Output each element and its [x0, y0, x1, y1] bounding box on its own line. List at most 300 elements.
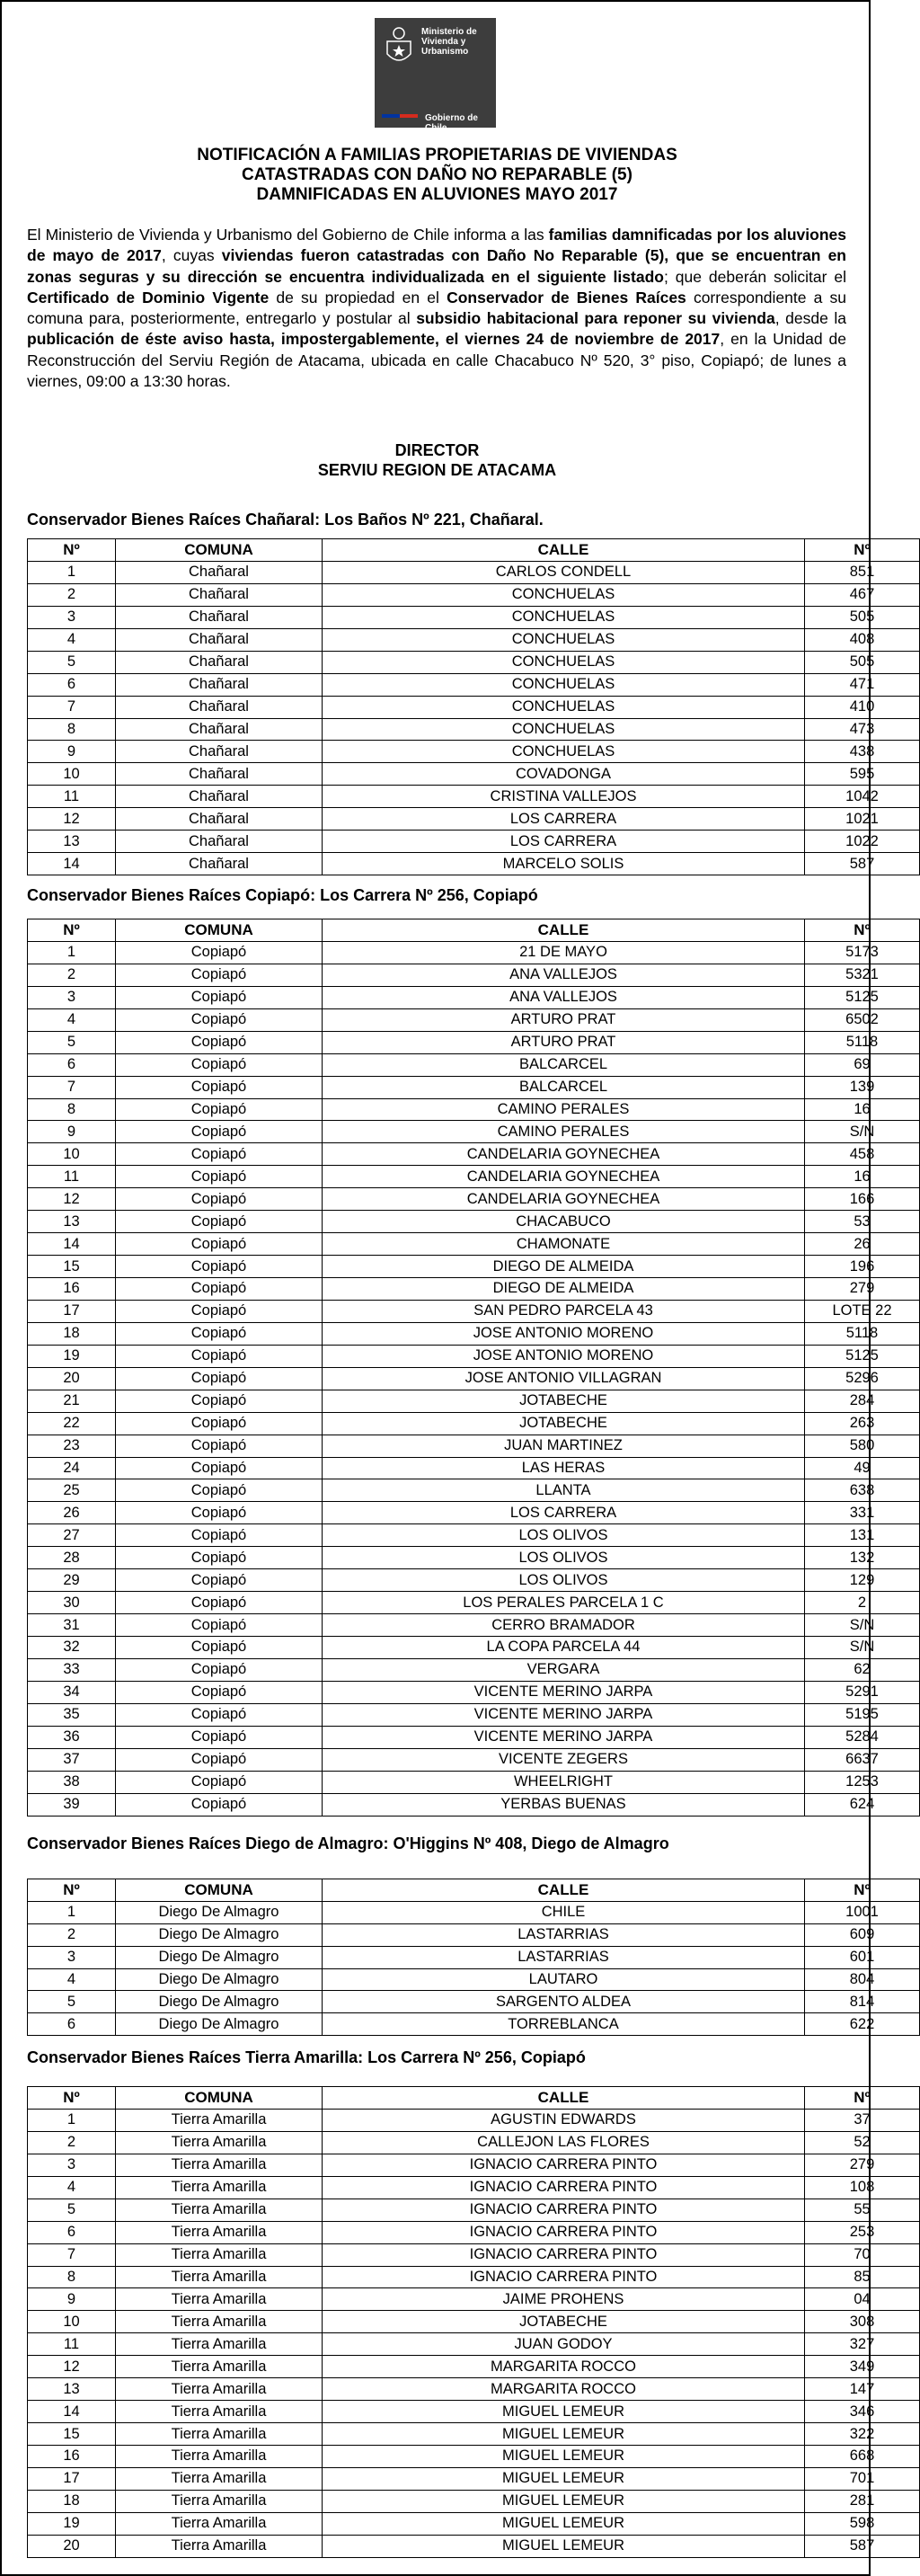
table-row — [28, 1479, 920, 1502]
table-row — [28, 1502, 920, 1524]
row-number: 16 — [28, 1278, 116, 1301]
street-cell: LOS OLIVOS — [323, 1569, 805, 1592]
commune-cell: Copiapó — [116, 1166, 323, 1188]
row-number: 32 — [28, 1637, 116, 1659]
commune-cell: Tierra Amarilla — [116, 2109, 323, 2131]
row-number: 8 — [28, 2266, 116, 2288]
commune-cell: Diego De Almagro — [116, 1923, 323, 1946]
table-row — [28, 673, 920, 696]
street-cell: JOTABECHE — [323, 1412, 805, 1435]
table-row — [28, 964, 920, 986]
table-header-row — [28, 919, 920, 942]
row-number: 4 — [28, 2176, 116, 2198]
commune-cell: Chañaral — [116, 583, 323, 606]
intro-paragraph — [27, 225, 846, 392]
commune-cell: Chañaral — [116, 763, 323, 786]
house-number-cell: 5125 — [805, 1345, 920, 1367]
commune-cell: Copiapó — [116, 1098, 323, 1121]
row-number: 2 — [28, 2131, 116, 2154]
commune-cell: Tierra Amarilla — [116, 2446, 323, 2468]
street-cell: MARGARITA ROCCO — [323, 2356, 805, 2378]
commune-cell: Copiapó — [116, 1435, 323, 1457]
column-header: Nº — [805, 919, 920, 942]
street-cell: IGNACIO CARRERA PINTO — [323, 2266, 805, 2288]
signature-block: DIRECTOR SERVIU REGION DE ATACAMA — [317, 441, 557, 479]
row-number: 7 — [28, 696, 116, 718]
house-number-cell: 622 — [805, 2013, 920, 2036]
table-row — [28, 1345, 920, 1367]
table-row — [28, 2401, 920, 2423]
table-row — [28, 2423, 920, 2446]
street-cell: ANA VALLEJOS — [323, 964, 805, 986]
table-row — [28, 2109, 920, 2131]
row-number: 26 — [28, 1502, 116, 1524]
table-row — [28, 1256, 920, 1278]
street-cell: MARGARITA ROCCO — [323, 2378, 805, 2401]
house-number-cell: 53 — [805, 1211, 920, 1233]
row-number: 8 — [28, 1098, 116, 1121]
row-number: 5 — [28, 651, 116, 673]
table-row — [28, 1592, 920, 1614]
intro-segment: El Ministerio de Vivienda y Urbanismo del Gobierno de Chile informa a las — [27, 226, 549, 244]
commune-cell: Tierra Amarilla — [116, 2221, 323, 2243]
house-number-cell: 166 — [805, 1188, 920, 1211]
street-cell: CONCHUELAS — [323, 741, 805, 763]
row-number: 25 — [28, 1479, 116, 1502]
row-number: 1 — [28, 2109, 116, 2131]
table-row — [28, 808, 920, 831]
street-cell: IGNACIO CARRERA PINTO — [323, 2198, 805, 2221]
house-number-cell: 279 — [805, 2154, 920, 2176]
street-cell: MIGUEL LEMEUR — [323, 2467, 805, 2490]
house-number-cell: 49 — [805, 1457, 920, 1479]
house-number-cell: 814 — [805, 1991, 920, 2013]
table-row — [28, 2356, 920, 2378]
commune-cell: Tierra Amarilla — [116, 2356, 323, 2378]
commune-cell: Copiapó — [116, 1524, 323, 1547]
row-number: 19 — [28, 1345, 116, 1367]
table-row — [28, 1188, 920, 1211]
house-number-cell: 1001 — [805, 1901, 920, 1923]
table-row — [28, 1008, 920, 1031]
street-cell: MIGUEL LEMEUR — [323, 2446, 805, 2468]
table-row — [28, 1923, 920, 1946]
street-cell: CONCHUELAS — [323, 696, 805, 718]
row-number: 4 — [28, 1968, 116, 1991]
table-row — [28, 1748, 920, 1771]
table-header-row — [28, 2087, 920, 2110]
table-row — [28, 2154, 920, 2176]
row-number: 5 — [28, 2198, 116, 2221]
house-number-cell: 196 — [805, 1256, 920, 1278]
table-row — [28, 2176, 920, 2198]
street-cell: VERGARA — [323, 1658, 805, 1681]
table-row — [28, 2288, 920, 2311]
intro-segment: familias damnificadas por los aluviones de mayo de 2017 — [27, 226, 846, 265]
street-cell: LOS CARRERA — [323, 831, 805, 853]
table-row — [28, 1771, 920, 1793]
table-row — [28, 2311, 920, 2333]
street-cell: LAS HERAS — [323, 1457, 805, 1479]
commune-cell: Tierra Amarilla — [116, 2198, 323, 2221]
row-number: 39 — [28, 1793, 116, 1816]
commune-cell: Tierra Amarilla — [116, 2266, 323, 2288]
street-cell: COVADONGA — [323, 763, 805, 786]
commune-cell: Tierra Amarilla — [116, 2311, 323, 2333]
row-number: 19 — [28, 2512, 116, 2535]
table-row — [28, 583, 920, 606]
house-number-cell: 624 — [805, 1793, 920, 1816]
house-number-cell: 69 — [805, 1053, 920, 1076]
commune-cell: Copiapó — [116, 1726, 323, 1748]
row-number: 7 — [28, 2243, 116, 2266]
street-cell: CONCHUELAS — [323, 651, 805, 673]
table-row — [28, 2333, 920, 2356]
house-number-cell: 6637 — [805, 1748, 920, 1771]
house-number-cell: 2 — [805, 1592, 920, 1614]
commune-cell: Diego De Almagro — [116, 1901, 323, 1923]
commune-cell: Diego De Almagro — [116, 2013, 323, 2036]
house-number-cell: 04 — [805, 2288, 920, 2311]
house-number-cell: 5195 — [805, 1703, 920, 1726]
column-header: COMUNA — [116, 1879, 323, 1902]
street-cell: VICENTE MERINO JARPA — [323, 1703, 805, 1726]
table-row — [28, 941, 920, 964]
properties-table — [27, 538, 920, 875]
street-cell: IGNACIO CARRERA PINTO — [323, 2154, 805, 2176]
table-row — [28, 1412, 920, 1435]
commune-cell: Copiapó — [116, 1703, 323, 1726]
house-number-cell: 132 — [805, 1547, 920, 1569]
street-cell: VICENTE MERINO JARPA — [323, 1726, 805, 1748]
street-cell: CRISTINA VALLEJOS — [323, 786, 805, 808]
street-cell: SAN PEDRO PARCELA 43 — [323, 1300, 805, 1322]
house-number-cell: 327 — [805, 2333, 920, 2356]
house-number-cell: 16 — [805, 1166, 920, 1188]
commune-cell: Tierra Amarilla — [116, 2490, 323, 2512]
table-row — [28, 1076, 920, 1098]
street-cell: CAMINO PERALES — [323, 1121, 805, 1143]
house-number-cell: 1022 — [805, 831, 920, 853]
street-cell: IGNACIO CARRERA PINTO — [323, 2243, 805, 2266]
table-row — [28, 1968, 920, 1991]
table-row — [28, 2446, 920, 2468]
commune-cell: Copiapó — [116, 1345, 323, 1367]
commune-cell: Copiapó — [116, 1502, 323, 1524]
ministry-name: Ministerio de Vivienda y Urbanismo — [421, 27, 477, 57]
street-cell: MIGUEL LEMEUR — [323, 2535, 805, 2557]
house-number-cell: 55 — [805, 2198, 920, 2221]
row-number: 12 — [28, 2356, 116, 2378]
intro-segment: , en la Unidad de Reconstrucción del Serviu Región de Atacama, ubicada en calle Chacabuco Nº 520, 3° piso, Copiapó; de lunes a viernes, 09:00 a 13:30 horas. — [27, 330, 847, 391]
row-number: 17 — [28, 2467, 116, 2490]
commune-cell: Copiapó — [116, 1569, 323, 1592]
house-number-cell: 1253 — [805, 1771, 920, 1793]
commune-cell: Copiapó — [116, 964, 323, 986]
street-cell: LOS OLIVOS — [323, 1524, 805, 1547]
row-number: 2 — [28, 964, 116, 986]
house-number-cell: 85 — [805, 2266, 920, 2288]
row-number: 31 — [28, 1614, 116, 1637]
section-title: Conservador Bienes Raíces Diego de Almagro: O'Higgins Nº 408, Diego de Almagro — [27, 1834, 669, 1852]
row-number: 11 — [28, 786, 116, 808]
flag-bar — [382, 106, 418, 110]
commune-cell: Copiapó — [116, 1748, 323, 1771]
row-number: 9 — [28, 2288, 116, 2311]
row-number: 20 — [28, 2535, 116, 2557]
commune-cell: Copiapó — [116, 1681, 323, 1703]
street-cell: JUAN MARTINEZ — [323, 1435, 805, 1457]
street-cell: LOS PERALES PARCELA 1 C — [323, 1592, 805, 1614]
commune-cell: Copiapó — [116, 1211, 323, 1233]
street-cell: JAIME PROHENS — [323, 2288, 805, 2311]
house-number-cell: 5321 — [805, 964, 920, 986]
notice-title: NOTIFICACIÓN A FAMILIAS PROPIETARIAS DE VIVIENDAS CATASTRADAS CON DAÑO NO REPARABLE (5) DAMNIFICADAS EN ALUVIONES MAYO 2017 — [197, 146, 677, 204]
house-number-cell: 505 — [805, 651, 920, 673]
street-cell: CHILE — [323, 1901, 805, 1923]
house-number-cell: 5284 — [805, 1726, 920, 1748]
table-row — [28, 1233, 920, 1256]
commune-cell: Copiapó — [116, 1053, 323, 1076]
table-row — [28, 2535, 920, 2557]
table-row — [28, 1901, 920, 1923]
row-number: 6 — [28, 673, 116, 696]
house-number-cell: 1042 — [805, 786, 920, 808]
ministry-logo — [375, 18, 496, 133]
commune-cell: Copiapó — [116, 986, 323, 1008]
house-number-cell: 308 — [805, 2311, 920, 2333]
street-cell: MIGUEL LEMEUR — [323, 2490, 805, 2512]
commune-cell: Copiapó — [116, 1547, 323, 1569]
commune-cell: Tierra Amarilla — [116, 2333, 323, 2356]
commune-cell: Copiapó — [116, 1390, 323, 1412]
house-number-cell: 410 — [805, 696, 920, 718]
street-cell: CAMINO PERALES — [323, 1098, 805, 1121]
column-header: Nº — [805, 1879, 920, 1902]
street-cell: CALLEJON LAS FLORES — [323, 2131, 805, 2154]
street-cell: VICENTE ZEGERS — [323, 1748, 805, 1771]
commune-cell: Tierra Amarilla — [116, 2154, 323, 2176]
row-number: 22 — [28, 1412, 116, 1435]
house-number-cell: 438 — [805, 741, 920, 763]
table-row — [28, 1278, 920, 1301]
intro-segment: Certificado de Dominio Vigente — [27, 288, 270, 306]
street-cell: IGNACIO CARRERA PINTO — [323, 2176, 805, 2198]
street-cell: CANDELARIA GOYNECHEA — [323, 1188, 805, 1211]
column-header: Nº — [28, 1879, 116, 1902]
commune-cell: Chañaral — [116, 786, 323, 808]
commune-cell: Tierra Amarilla — [116, 2512, 323, 2535]
intro-segment: subsidio habitacional para reponer su vivienda — [416, 309, 775, 328]
table-row — [28, 2378, 920, 2401]
row-number: 23 — [28, 1435, 116, 1457]
house-number-cell: 5296 — [805, 1367, 920, 1390]
house-number-cell: 349 — [805, 2356, 920, 2378]
commune-cell: Chañaral — [116, 651, 323, 673]
table-row — [28, 1726, 920, 1748]
house-number-cell: LOTE 22 — [805, 1300, 920, 1322]
house-number-cell: 851 — [805, 561, 920, 583]
street-cell: VICENTE MERINO JARPA — [323, 1681, 805, 1703]
row-number: 34 — [28, 1681, 116, 1703]
table-header-row — [28, 1879, 920, 1902]
street-cell: JUAN GODOY — [323, 2333, 805, 2356]
house-number-cell: 62 — [805, 1658, 920, 1681]
commune-cell: Copiapó — [116, 1793, 323, 1816]
row-number: 10 — [28, 1143, 116, 1166]
table-row — [28, 1637, 920, 1659]
house-number-cell: 471 — [805, 673, 920, 696]
table-row — [28, 1946, 920, 1968]
row-number: 28 — [28, 1547, 116, 1569]
commune-cell: Copiapó — [116, 1143, 323, 1166]
table-row — [28, 1211, 920, 1233]
street-cell: JOSE ANTONIO VILLAGRAN — [323, 1367, 805, 1390]
table-row — [28, 1098, 920, 1121]
table-header-row — [28, 539, 920, 562]
house-number-cell: 131 — [805, 1524, 920, 1547]
house-number-cell: 139 — [805, 1076, 920, 1098]
house-number-cell: S/N — [805, 1121, 920, 1143]
house-number-cell: 609 — [805, 1923, 920, 1946]
house-number-cell: 1021 — [805, 808, 920, 831]
table-row — [28, 2131, 920, 2154]
commune-cell: Tierra Amarilla — [116, 2288, 323, 2311]
column-header: Nº — [805, 2087, 920, 2110]
commune-cell: Chañaral — [116, 718, 323, 741]
table-row — [28, 1703, 920, 1726]
row-number: 8 — [28, 718, 116, 741]
intro-segment: , desde la — [774, 309, 846, 328]
table-row — [28, 1614, 920, 1637]
properties-table — [27, 919, 920, 1817]
house-number-cell: 638 — [805, 1479, 920, 1502]
house-number-cell: 37 — [805, 2109, 920, 2131]
commune-cell: Chañaral — [116, 831, 323, 853]
street-cell: IGNACIO CARRERA PINTO — [323, 2221, 805, 2243]
table-row — [28, 1166, 920, 1188]
table-row — [28, 1300, 920, 1322]
row-number: 11 — [28, 2333, 116, 2356]
row-number: 36 — [28, 1726, 116, 1748]
table-row — [28, 763, 920, 786]
house-number-cell: 804 — [805, 1968, 920, 1991]
coat-of-arms-icon — [382, 25, 416, 68]
house-number-cell: 70 — [805, 2243, 920, 2266]
table-row — [28, 718, 920, 741]
commune-cell: Chañaral — [116, 696, 323, 718]
row-number: 16 — [28, 2446, 116, 2468]
street-cell: CARLOS CONDELL — [323, 561, 805, 583]
table-row — [28, 2512, 920, 2535]
house-number-cell: 6502 — [805, 1008, 920, 1031]
commune-cell: Tierra Amarilla — [116, 2467, 323, 2490]
street-cell: MARCELO SOLIS — [323, 853, 805, 875]
street-cell: LASTARRIAS — [323, 1946, 805, 1968]
house-number-cell: 52 — [805, 2131, 920, 2154]
street-cell: LASTARRIAS — [323, 1923, 805, 1946]
table-row — [28, 651, 920, 673]
street-cell: ARTURO PRAT — [323, 1031, 805, 1053]
section-title: Conservador Bienes Raíces Copiapó: Los Carrera Nº 256, Copiapó — [27, 886, 538, 904]
table-row — [28, 1121, 920, 1143]
house-number-cell: 346 — [805, 2401, 920, 2423]
street-cell: TORREBLANCA — [323, 2013, 805, 2036]
commune-cell: Chañaral — [116, 853, 323, 875]
street-cell: DIEGO DE ALMEIDA — [323, 1256, 805, 1278]
house-number-cell: 129 — [805, 1569, 920, 1592]
commune-cell: Tierra Amarilla — [116, 2535, 323, 2557]
table-row — [28, 2221, 920, 2243]
house-number-cell: 408 — [805, 628, 920, 651]
street-cell: CONCHUELAS — [323, 673, 805, 696]
table-row — [28, 2266, 920, 2288]
column-header: Nº — [28, 539, 116, 562]
street-cell: YERBAS BUENAS — [323, 1793, 805, 1816]
commune-cell: Copiapó — [116, 941, 323, 964]
house-number-cell: 458 — [805, 1143, 920, 1166]
column-header: COMUNA — [116, 539, 323, 562]
commune-cell: Copiapó — [116, 1300, 323, 1322]
table-row — [28, 786, 920, 808]
street-cell: DIEGO DE ALMEIDA — [323, 1278, 805, 1301]
row-number: 24 — [28, 1457, 116, 1479]
table-row — [28, 1457, 920, 1479]
row-number: 13 — [28, 2378, 116, 2401]
intro-segment: correspondiente a su comuna para, posteriormente, entregarlo y postular al — [27, 288, 846, 328]
row-number: 13 — [28, 831, 116, 853]
house-number-cell: 16 — [805, 1098, 920, 1121]
commune-cell: Diego De Almagro — [116, 1991, 323, 2013]
street-cell: LA COPA PARCELA 44 — [323, 1637, 805, 1659]
street-cell: LOS CARRERA — [323, 808, 805, 831]
commune-cell: Copiapó — [116, 1637, 323, 1659]
street-cell: SARGENTO ALDEA — [323, 1991, 805, 2013]
row-number: 14 — [28, 1233, 116, 1256]
table-row — [28, 853, 920, 875]
intro-segment: publicación de éste aviso hasta, impostergablemente, el viernes 24 de noviembre de 2017 — [27, 330, 721, 349]
table-row — [28, 1569, 920, 1592]
commune-cell: Tierra Amarilla — [116, 2401, 323, 2423]
street-cell: LAUTARO — [323, 1968, 805, 1991]
row-number: 17 — [28, 1300, 116, 1322]
commune-cell: Copiapó — [116, 1188, 323, 1211]
commune-cell: Tierra Amarilla — [116, 2176, 323, 2198]
house-number-cell: 281 — [805, 2490, 920, 2512]
street-cell: CONCHUELAS — [323, 718, 805, 741]
street-cell: CERRO BRAMADOR — [323, 1614, 805, 1637]
table-row — [28, 2013, 920, 2036]
street-cell: CONCHUELAS — [323, 583, 805, 606]
house-number-cell: 505 — [805, 606, 920, 628]
table-row — [28, 2243, 920, 2266]
commune-cell: Copiapó — [116, 1031, 323, 1053]
table-row — [28, 2467, 920, 2490]
house-number-cell: 580 — [805, 1435, 920, 1457]
house-number-cell: 701 — [805, 2467, 920, 2490]
house-number-cell: 5118 — [805, 1322, 920, 1345]
commune-cell: Copiapó — [116, 1412, 323, 1435]
table-row — [28, 1658, 920, 1681]
row-number: 1 — [28, 1901, 116, 1923]
street-cell: JOSE ANTONIO MORENO — [323, 1322, 805, 1345]
intro-segment: viviendas fueron catastradas con Daño No Reparable (5), que se encuentran en zonas seguras y su dirección se encuentra individualizada en el siguiente listado — [27, 246, 846, 286]
commune-cell: Copiapó — [116, 1592, 323, 1614]
table-row — [28, 1322, 920, 1345]
row-number: 9 — [28, 741, 116, 763]
table-row — [28, 1143, 920, 1166]
row-number: 3 — [28, 2154, 116, 2176]
